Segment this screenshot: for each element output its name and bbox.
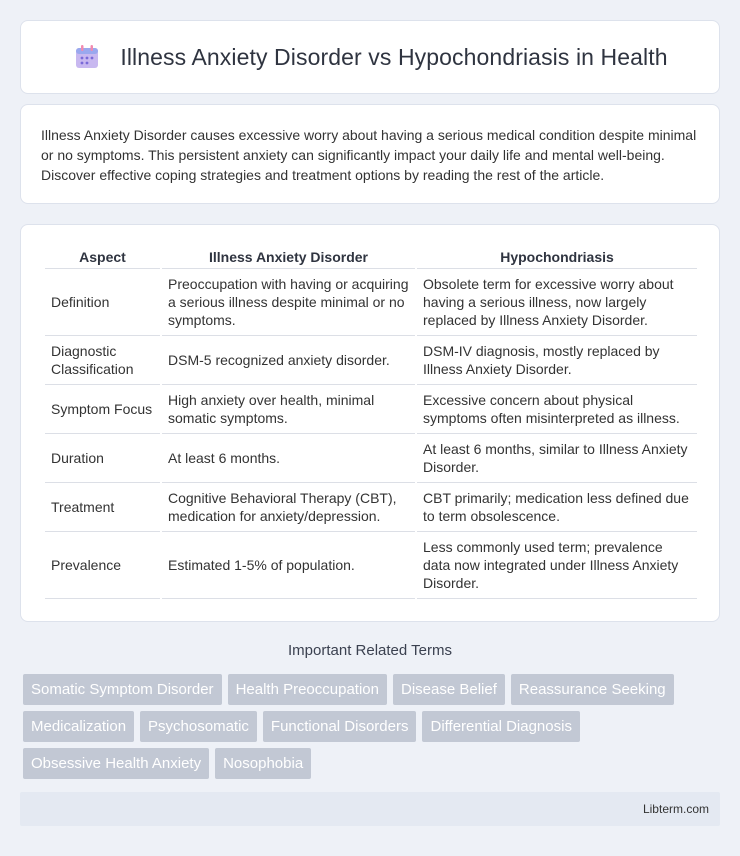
table-row <box>45 269 697 336</box>
related-term-tag[interactable]: Psychosomatic <box>140 711 257 742</box>
related-term-tag[interactable]: Reassurance Seeking <box>511 674 674 705</box>
cell-aspect: Symptom Focus <box>45 385 160 434</box>
header-illness-anxiety-disorder: Illness Anxiety Disorder <box>162 245 415 269</box>
cell-iad: DSM-5 recognized anxiety disorder. <box>162 336 415 385</box>
page-title: Illness Anxiety Disorder vs Hypochondriasis in Health <box>120 43 668 70</box>
footer-site-link[interactable]: Libterm.com <box>642 802 709 816</box>
related-term-tag[interactable]: Nosophobia <box>215 748 311 779</box>
cell-hypo: Excessive concern about physical symptoms often misinterpreted as illness. <box>417 385 697 434</box>
cell-aspect: Prevalence <box>45 532 160 599</box>
related-term-tag[interactable]: Medicalization <box>23 711 134 742</box>
related-term-tag[interactable]: Somatic Symptom Disorder <box>23 674 222 705</box>
cell-iad: At least 6 months. <box>162 434 415 483</box>
related-terms-list <box>23 674 723 785</box>
cell-hypo: CBT primarily; medication less defined due to term obsolescence. <box>417 483 697 532</box>
table-row <box>45 483 697 532</box>
table-row <box>45 385 697 434</box>
related-term-tag[interactable]: Differential Diagnosis <box>422 711 579 742</box>
cell-aspect: Treatment <box>45 483 160 532</box>
table-row <box>45 434 697 483</box>
table-header-row <box>45 245 697 269</box>
related-term-tag[interactable]: Disease Belief <box>393 674 505 705</box>
comparison-table <box>43 245 699 599</box>
related-term-tag[interactable]: Functional Disorders <box>263 711 417 742</box>
cell-hypo: At least 6 months, similar to Illness Anxiety Disorder. <box>417 434 697 483</box>
cell-aspect: Definition <box>45 269 160 336</box>
cell-hypo: Less commonly used term; prevalence data now integrated under Illness Anxiety Disorder. <box>417 532 697 599</box>
cell-aspect: Duration <box>45 434 160 483</box>
cell-iad: Cognitive Behavioral Therapy (CBT), medication for anxiety/depression. <box>162 483 415 532</box>
cell-hypo: Obsolete term for excessive worry about having a serious illness, now largely replaced by Illness Anxiety Disorder. <box>417 269 697 336</box>
header-aspect: Aspect <box>45 245 160 269</box>
comparison-table-card <box>20 224 720 622</box>
related-term-tag[interactable]: Obsessive Health Anxiety <box>23 748 209 779</box>
cell-hypo: DSM-IV diagnosis, mostly replaced by Illness Anxiety Disorder. <box>417 336 697 385</box>
related-term-tag[interactable]: Health Preoccupation <box>228 674 387 705</box>
header-hypochondriasis: Hypochondriasis <box>417 245 697 269</box>
header-card <box>20 20 720 94</box>
cell-aspect: Diagnostic Classification <box>45 336 160 385</box>
related-terms-title: Important Related Terms <box>288 642 452 659</box>
calendar-icon <box>72 42 102 72</box>
footer-bar <box>20 792 720 826</box>
cell-iad: High anxiety over health, minimal somatic symptoms. <box>162 385 415 434</box>
table-row <box>45 336 697 385</box>
intro-card <box>20 104 720 204</box>
cell-iad: Estimated 1-5% of population. <box>162 532 415 599</box>
intro-text: Illness Anxiety Disorder causes excessive worry about having a serious medical condition despite minimal or no symptoms. This persistent anxiety can significantly impact your daily life and mental well-being. Discover effective coping strategies and treatment options by reading the rest of the article. <box>41 127 697 183</box>
table-row <box>45 532 697 599</box>
cell-iad: Preoccupation with having or acquiring a serious illness despite minimal or no symptoms. <box>162 269 415 336</box>
